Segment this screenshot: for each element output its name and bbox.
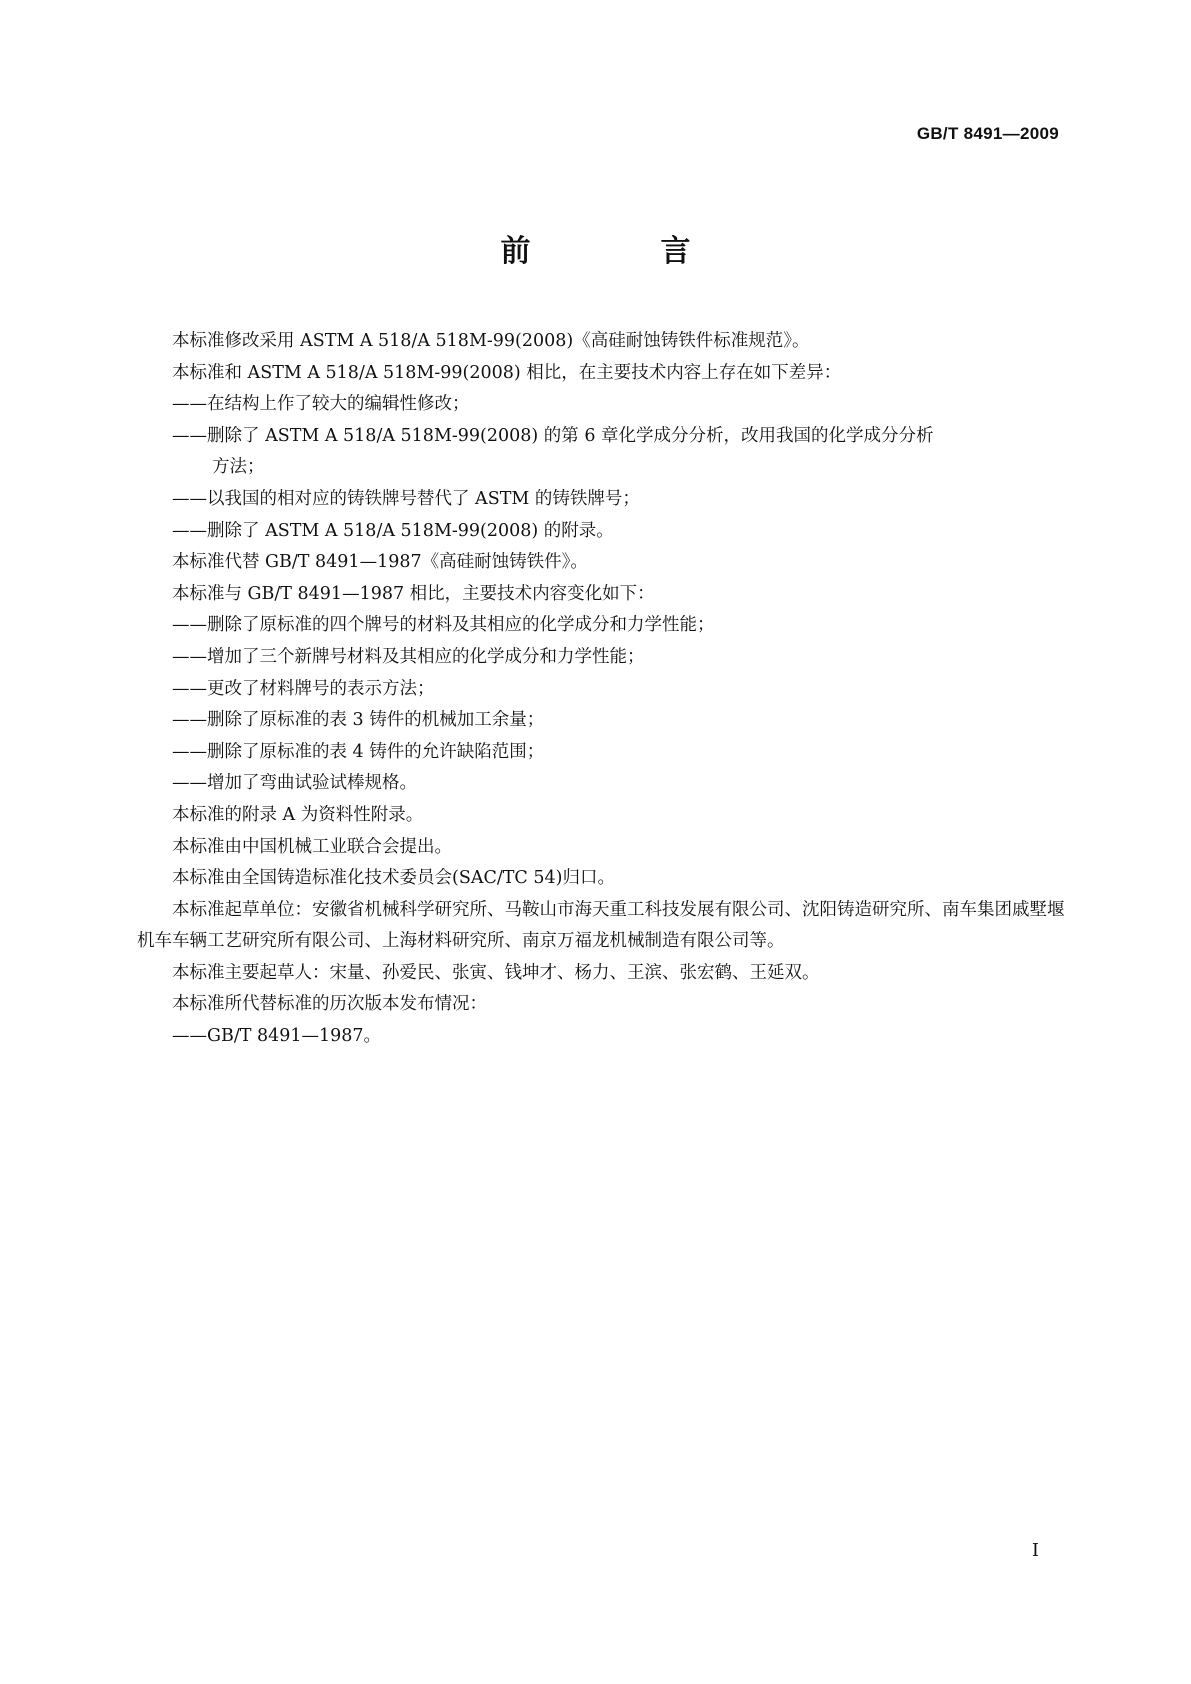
paragraph-adoption: 本标准修改采用 ASTM A 518/A 518M-99(2008)《高硅耐蚀铸铁件标准规范》。: [172, 331, 810, 351]
list-item: [137, 421, 1072, 484]
list-item: ——以我国的相对应的铸铁牌号替代了 ASTM 的铸铁牌号；: [172, 488, 640, 509]
list-item: ——删除了原标准的四个牌号的材料及其相应的化学成分和力学性能；: [172, 615, 715, 636]
paragraph-changes-intro: 本标准与 GB/T 8491—1987 相比，主要技术内容变化如下：: [172, 583, 655, 604]
paragraph-history-intro: 本标准所代替标准的历次版本发布情况：: [172, 994, 487, 1015]
page-number: I: [1031, 1540, 1039, 1561]
page-title: 前 言: [500, 234, 741, 269]
list-item: ——更改了材料牌号的表示方法；: [172, 678, 435, 699]
paragraph-annex: 本标准的附录 A 为资料性附录。: [172, 804, 424, 825]
list-item: ——GB/T 8491—1987。: [172, 1026, 382, 1047]
paragraph-differences-intro: 本标准和 ASTM A 518/A 518M-99(2008) 相比，在主要技术内容上存在如下差异：: [172, 362, 842, 383]
standard-code: GB/T 8491—2009: [916, 124, 1059, 143]
paragraph-drafters: 本标准主要起草人：宋量、孙爱民、张寅、钱坤才、杨力、王滨、张宏鹤、王延双。: [172, 962, 820, 983]
list-item-text: ——删除了 ASTM A 518/A 518M-99(2008) 的第 6 章化学成分分析，改用我国的化学成分分析: [172, 425, 934, 446]
list-item-continuation: 方法；: [212, 457, 265, 478]
paragraph-proposer: 本标准由中国机械工业联合会提出。: [172, 836, 452, 857]
paragraph-committee: 本标准由全国铸造标准化技术委员会(SAC/TC 54)归口。: [172, 868, 615, 889]
list-item: ——在结构上作了较大的编辑性修改；: [172, 394, 470, 415]
paragraph-drafting-units: 本标准起草单位：安徽省机械科学研究所、马鞍山市海天重工科技发展有限公司、沈阳铸造研究所、南车集团戚墅堰机车车辆工艺研究所有限公司、上海材料研究所、南京万福龙机械制造有限公司等。: [137, 899, 1065, 952]
list-item: ——增加了弯曲试验试棒规格。: [172, 773, 417, 794]
list-item: ——删除了原标准的表 4 铸件的允许缺陷范围；: [172, 741, 545, 762]
list-item: ——增加了三个新牌号材料及其相应的化学成分和力学性能；: [172, 646, 645, 667]
paragraph-replaces: 本标准代替 GB/T 8491—1987《高硅耐蚀铸铁件》。: [172, 552, 588, 573]
list-item: ——删除了 ASTM A 518/A 518M-99(2008) 的附录。: [172, 520, 614, 541]
foreword-body: [137, 326, 1072, 1053]
list-item: ——删除了原标准的表 3 铸件的机械加工余量；: [172, 710, 545, 731]
